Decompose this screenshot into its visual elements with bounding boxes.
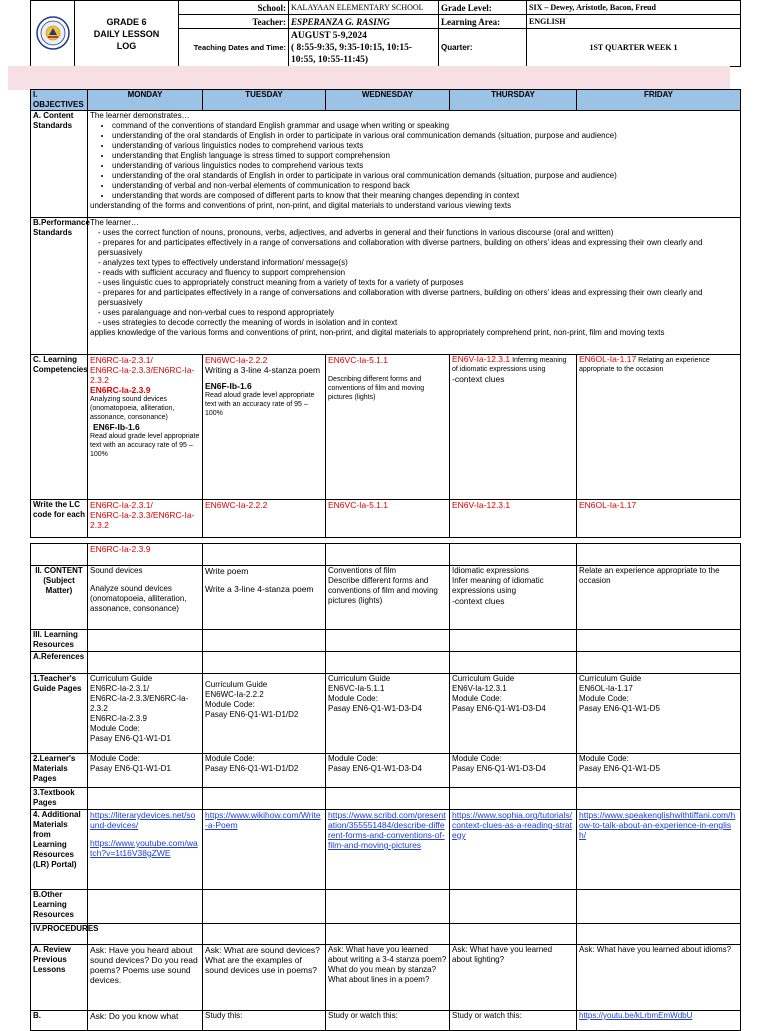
list-item: - analyzes text types to effectively understand information/ message(s) xyxy=(98,258,348,267)
list-item: • understanding that English language is stress timed to support comprehension xyxy=(112,151,738,161)
performance-standards-intro: The learner… xyxy=(90,218,139,227)
empty-cell xyxy=(88,924,203,945)
dates-value xyxy=(289,29,439,67)
list-item-text: reads with sufficient accuracy and fluency to support comprehension xyxy=(102,268,346,277)
header-table xyxy=(30,0,741,67)
competency-text: Relating an experience appropriate to the occasion xyxy=(579,357,710,373)
content-monday xyxy=(88,566,203,630)
competencies-tuesday xyxy=(203,355,326,500)
times-text: ( 8:55-9:35, 9:35-10:15, 10:15-10:55, 10:55-11:45) xyxy=(291,42,413,65)
next-monday: Ask: Do you know what xyxy=(88,1011,203,1031)
competencies-label: C. Learning Competencies xyxy=(31,355,88,500)
empty-cell xyxy=(450,544,577,566)
am-thursday xyxy=(450,810,577,890)
list-item-text: prepares for and participates effectively in a range of conversations and collaboration with diverse partners, building on others' ideas and expressing their own clearly and persuasively xyxy=(98,288,703,307)
empty-cell xyxy=(203,544,326,566)
tg-friday: Curriculum Guide EN6OL-Ia-1.17 Module Code: Pasay EN6-Q1-W1-D5 xyxy=(577,674,741,754)
performance-standards-cell xyxy=(88,218,741,355)
empty-cell xyxy=(450,924,577,945)
lc-monday xyxy=(88,500,203,538)
empty-cell xyxy=(88,890,203,924)
lc-monday-cont: EN6RC-Ia-2.3.9 xyxy=(88,544,203,566)
list-item: - uses paralanguage and non-verbal cues to respond appropriately xyxy=(98,308,335,317)
lm-friday: Module Code: Pasay EN6-Q1-W1-D5 xyxy=(577,754,741,788)
area-value: ENGLISH xyxy=(527,15,741,29)
empty-cell xyxy=(577,652,741,674)
link-sound-devices[interactable]: https://literarydevices.net/sound-devices/ xyxy=(90,810,196,830)
empty-cell xyxy=(88,788,203,810)
resources-label: III. Learning Resources xyxy=(31,630,88,652)
list-item-text: uses paralanguage and non-verbal cues to respond appropriately xyxy=(102,308,335,317)
content-text: Describe different forms and conventions of film and moving pictures (lights) xyxy=(328,576,438,605)
list-item: - reads with sufficient accuracy and fluency to support comprehension xyxy=(98,268,346,277)
tg-thursday: Curriculum Guide EN6V-Ia-12.3.1 Module Code: Pasay EN6-Q1-W1-D3-D4 xyxy=(450,674,577,754)
competency-text: Read aloud grade level appropriate text with an accuracy rate of 95 – 100% xyxy=(205,392,315,417)
competencies-friday xyxy=(577,355,741,500)
list-item: • understanding of the oral standards of English in order to participate in various oral communication demands (situation, purpose and audience) xyxy=(112,131,738,141)
list-item: • understanding of the oral standards of English in order to participate in various oral communication demands (situation, purpose and audience) xyxy=(112,171,738,181)
empty-cell xyxy=(577,788,741,810)
content-text: Conventions of film xyxy=(328,566,397,575)
title-daily: DAILY LESSON xyxy=(93,28,160,39)
list-item-text: analyzes text types to effectively understand information/ message(s) xyxy=(102,258,348,267)
day-monday: MONDAY xyxy=(88,90,203,111)
performance-standards-outro: applies knowledge of the various forms and conventions of print, non-print, and digital materials to appropriately comprehend print, non-print, film and moving texts xyxy=(90,328,665,337)
empty-cell xyxy=(326,544,450,566)
next-tuesday: Study this: xyxy=(203,1011,326,1031)
list-item-text: uses linguistic cues to appropriately construct meaning from a variety of texts for a variety of purposes xyxy=(102,278,464,287)
code-text: EN6OL-Ia-1.17 xyxy=(579,354,637,364)
quarter-value: 1ST QUARTER WEEK 1 xyxy=(527,29,741,67)
competencies-wednesday xyxy=(326,355,450,500)
code-text: EN6F-Ib-1.6 xyxy=(205,381,252,391)
list-item: - prepares for and participates effectively in a range of conversations and collaboration with diverse partners, building on others' ideas and expressing their own clearly and persuasively xyxy=(98,288,703,307)
code-text: EN6RC-Ia-2.3.1/ xyxy=(90,355,153,365)
tg-wednesday: Curriculum Guide EN6VC-Ia-5.1.1 Module Code: Pasay EN6-Q1-W1-D3-D4 xyxy=(326,674,450,754)
deped-seal-logo xyxy=(31,1,75,67)
school-value: KALAYAAN ELEMENTARY SCHOOL xyxy=(289,1,439,15)
content-standards-label: A. Content Standards xyxy=(31,111,88,218)
code-text: EN6RC-Ia-2.3.1/ xyxy=(90,500,153,510)
empty-cell xyxy=(326,924,450,945)
empty-cell xyxy=(577,890,741,924)
review-wednesday: Ask: What have you learned about writing a 3-4 stanza poem? What do you mean by stanza? What about lines in a poem? xyxy=(326,945,450,1011)
teacher-label: Teacher: xyxy=(179,15,289,29)
empty-cell xyxy=(88,652,203,674)
list-item: • understanding of various linguistics nodes to comprehend various texts xyxy=(112,161,738,171)
content-friday: Relate an experience appropriate to the occasion xyxy=(577,566,741,630)
list-item-text: uses strategies to decode correctly the meaning of words in isolation and in context xyxy=(102,318,398,327)
content-label: II. CONTENT (Subject Matter) xyxy=(31,566,88,630)
empty-cell xyxy=(203,652,326,674)
content-text: Write poem xyxy=(205,566,249,576)
lc-friday: EN6OL-Ia-1.17 xyxy=(577,500,741,538)
content-text: Idiomatic expressions xyxy=(452,566,529,575)
dates-text: AUGUST 5-9,2024 xyxy=(291,30,367,41)
empty-cell xyxy=(31,544,88,566)
competency-line xyxy=(579,355,738,374)
code-text: EN6RC-Ia-2.3.3/EN6RC-Ia-2.3.2 xyxy=(90,365,195,385)
empty-cell xyxy=(326,788,450,810)
review-monday: Ask: Have you heard about sound devices? Do you read poems? Poems use sound devices. xyxy=(88,945,203,1011)
empty-cell xyxy=(450,788,577,810)
title-log: LOG xyxy=(116,40,137,51)
competency-text: Describing different forms and conventions of film and moving pictures (lights) xyxy=(328,376,425,401)
competencies-thursday xyxy=(450,355,577,500)
tg-label: 1.Teacher's Guide Pages xyxy=(31,674,88,754)
review-thursday: Ask: What have you learned about lighting? xyxy=(450,945,577,1011)
content-wednesday xyxy=(326,566,450,630)
lc-thursday: EN6V-Ia-12.3.1 xyxy=(450,500,577,538)
link-wikihow[interactable]: https://www.wikihow.com/Write-a-Poem xyxy=(205,810,321,830)
procedures-label: IV.PROCEDURES xyxy=(31,924,88,945)
content-thursday xyxy=(450,566,577,630)
additional-materials-label: 4. Additional Materials from Learning Resources (LR) Portal) xyxy=(31,810,88,890)
lm-tuesday: Module Code: Pasay EN6-Q1-W1-D1/D2 xyxy=(203,754,326,788)
empty-cell xyxy=(203,630,326,652)
competency-text: Analyzing sound devices (onomatopoeia, alliteration, assonance, consonance) xyxy=(90,396,175,421)
empty-cell xyxy=(326,652,450,674)
am-friday xyxy=(577,810,741,890)
references-label: A.References xyxy=(31,652,88,674)
list-item: - uses the correct function of nouns, pronouns, verbs, adjectives, and adverbs in general and their functions in various discourse (oral and written) xyxy=(98,228,614,237)
day-thursday: THURSDAY xyxy=(450,90,577,111)
content-table xyxy=(30,543,741,1031)
empty-cell xyxy=(203,924,326,945)
link-youtube-short[interactable]: https://youtu.be/kLrbmEmWdbU xyxy=(579,1011,693,1020)
review-friday: Ask: What have you learned about idioms? xyxy=(577,945,741,1011)
next-label: B. xyxy=(31,1011,88,1031)
lm-label: 2.Learner's Materials Pages xyxy=(31,754,88,788)
content-text: Infer meaning of idiomatic expressions using xyxy=(452,576,544,595)
teacher-value: ESPERANZA G. RASING xyxy=(289,15,439,29)
school-label: School: xyxy=(179,1,289,15)
content-standards-list xyxy=(90,121,738,201)
empty-cell xyxy=(326,630,450,652)
review-label: A. Review Previous Lessons xyxy=(31,945,88,1011)
content-text: -context clues xyxy=(452,596,505,606)
link-speakenglish[interactable]: https://www.speakenglishwithtiffani.com/how-to-talk-about-an-experience-in-english/ xyxy=(579,810,736,840)
lm-monday: Module Code: Pasay EN6-Q1-W1-D1 xyxy=(88,754,203,788)
content-text: Analyze sound devices (onomatopoeia, alliteration, assonance, consonance) xyxy=(90,584,187,613)
content-standards-intro: The learner demonstrates… xyxy=(90,111,190,120)
content-tuesday xyxy=(203,566,326,630)
lc-code-label: Write the LC code for each xyxy=(31,500,88,538)
performance-standards-list xyxy=(90,228,738,328)
empty-cell xyxy=(326,890,450,924)
code-text: EN6VC-Ia-5.1.1 xyxy=(328,355,388,365)
next-wednesday: Study or watch this: xyxy=(326,1011,450,1031)
am-tuesday xyxy=(203,810,326,890)
content-standards-cell xyxy=(88,111,741,218)
tg-monday: Curriculum Guide EN6RC-Ia-2.3.1/ EN6RC-Ia-2.3.3/EN6RC-Ia-2.3.2 EN6RC-Ia-2.3.9 Module Code: Pasay EN6-Q1-W1-D1 xyxy=(88,674,203,754)
next-thursday: Study or watch this: xyxy=(450,1011,577,1031)
day-friday: FRIDAY xyxy=(577,90,741,111)
empty-cell xyxy=(450,890,577,924)
title-grade: GRADE 6 xyxy=(106,16,147,27)
lc-wednesday: EN6VC-Ia-5.1.1 xyxy=(326,500,450,538)
competencies-monday xyxy=(88,355,203,500)
list-item: • understanding of various linguistics nodes to comprehend various texts xyxy=(112,141,738,151)
code-text: EN6RC-Ia-2.3.3/EN6RC-Ia-2.3.2 xyxy=(90,510,195,530)
grade-label: Grade Level: xyxy=(439,1,527,15)
pink-banner xyxy=(8,66,730,90)
competency-text: Inferring meaning of idiomatic expressions using xyxy=(452,357,567,373)
content-text: Sound devices xyxy=(90,566,143,575)
empty-cell xyxy=(203,890,326,924)
am-wednesday xyxy=(326,810,450,890)
area-label: Learning Area: xyxy=(439,15,527,29)
empty-cell xyxy=(450,652,577,674)
list-item: • understanding that words are composed of different parts to know that their meaning changes depending in context xyxy=(112,191,738,201)
objectives-table xyxy=(30,89,741,538)
list-item: - prepares for and participates effectively in a range of conversations and collaboration with diverse partners, building on others' ideas and expressing their own clearly and persuasively xyxy=(98,238,703,257)
lc-tuesday: EN6WC-Ia-2.2.2 xyxy=(203,500,326,538)
other-resources-label: B.Other Learning Resources xyxy=(31,890,88,924)
link-sophia[interactable]: https://www.sophia.org/tutorials/context-clues-as-a-reading-strategy xyxy=(452,810,573,840)
dates-label: Teaching Dates and Time: xyxy=(179,29,289,67)
lm-thursday: Module Code: Pasay EN6-Q1-W1-D3-D4 xyxy=(450,754,577,788)
list-item-text: prepares for and participates effectively in a range of conversations and collaboration with diverse partners, building on others' ideas and expressing their own clearly and persuasively xyxy=(98,238,703,257)
empty-cell xyxy=(577,630,741,652)
empty-cell xyxy=(203,788,326,810)
code-text: EN6RC-Ia-2.3.9 xyxy=(90,385,151,395)
empty-cell xyxy=(450,630,577,652)
link-youtube[interactable]: https://www.youtube.com/watch?v=1t16V38gZWE xyxy=(90,838,198,858)
dll-title xyxy=(75,1,179,67)
list-item-text: uses the correct function of nouns, pronouns, verbs, adjectives, and adverbs in general and their functions in various discourse (oral and written) xyxy=(102,228,614,237)
next-friday xyxy=(577,1011,741,1031)
list-item: - uses linguistic cues to appropriately construct meaning from a variety of texts for a variety of purposes xyxy=(98,278,464,287)
content-text: Write a 3-line 4-stanza poem xyxy=(205,584,314,594)
code-text: EN6WC-Ia-2.2.2 xyxy=(205,355,268,365)
competency-line xyxy=(452,355,574,374)
empty-cell xyxy=(577,544,741,566)
list-item: • understanding of verbal and non-verbal elements of communication to respond back xyxy=(112,181,738,191)
quarter-label: Quarter: xyxy=(439,29,527,67)
competency-text: Writing a 3-line 4-stanza poem xyxy=(205,365,321,375)
list-item: • command of the conventions of standard English grammar and usage when writing or speaking xyxy=(112,121,738,131)
day-wednesday: WEDNESDAY xyxy=(326,90,450,111)
grade-value: SIX – Dewey, Aristotle, Bacon, Freud xyxy=(527,1,741,15)
empty-cell xyxy=(577,924,741,945)
review-tuesday: Ask: What are sound devices? What are the examples of sound devices use in poems? xyxy=(203,945,326,1011)
code-text: EN6F-Ib-1.6 xyxy=(93,422,140,432)
content-standards-outro: understanding of the forms and conventions of print, non-print, and digital materials to understand various viewing texts xyxy=(90,201,512,210)
code-text: EN6V-Ia-12.3.1 xyxy=(452,354,511,364)
empty-cell xyxy=(88,630,203,652)
objectives-label: I. OBJECTIVES xyxy=(31,90,88,111)
am-monday xyxy=(88,810,203,890)
day-tuesday: TUESDAY xyxy=(203,90,326,111)
list-item: - uses strategies to decode correctly the meaning of words in isolation and in context xyxy=(98,318,398,327)
tg-tuesday: Curriculum Guide EN6WC-Ia-2.2.2 Module Code: Pasay EN6-Q1-W1-D1/D2 xyxy=(203,674,326,754)
competency-text: -context clues xyxy=(452,374,505,384)
performance-standards-label: B.Performance Standards xyxy=(31,218,88,355)
lm-wednesday: Module Code: Pasay EN6-Q1-W1-D3-D4 xyxy=(326,754,450,788)
competency-text: Read aloud grade level appropriate text with an accuracy rate of 95 – 100% xyxy=(90,433,200,458)
textbook-label: 3.Textbook Pages xyxy=(31,788,88,810)
link-scribd[interactable]: https://www.scribd.com/presentation/355551484/describe-different-forms-and-conventions-of-film-and-moving-pictures xyxy=(328,810,446,850)
